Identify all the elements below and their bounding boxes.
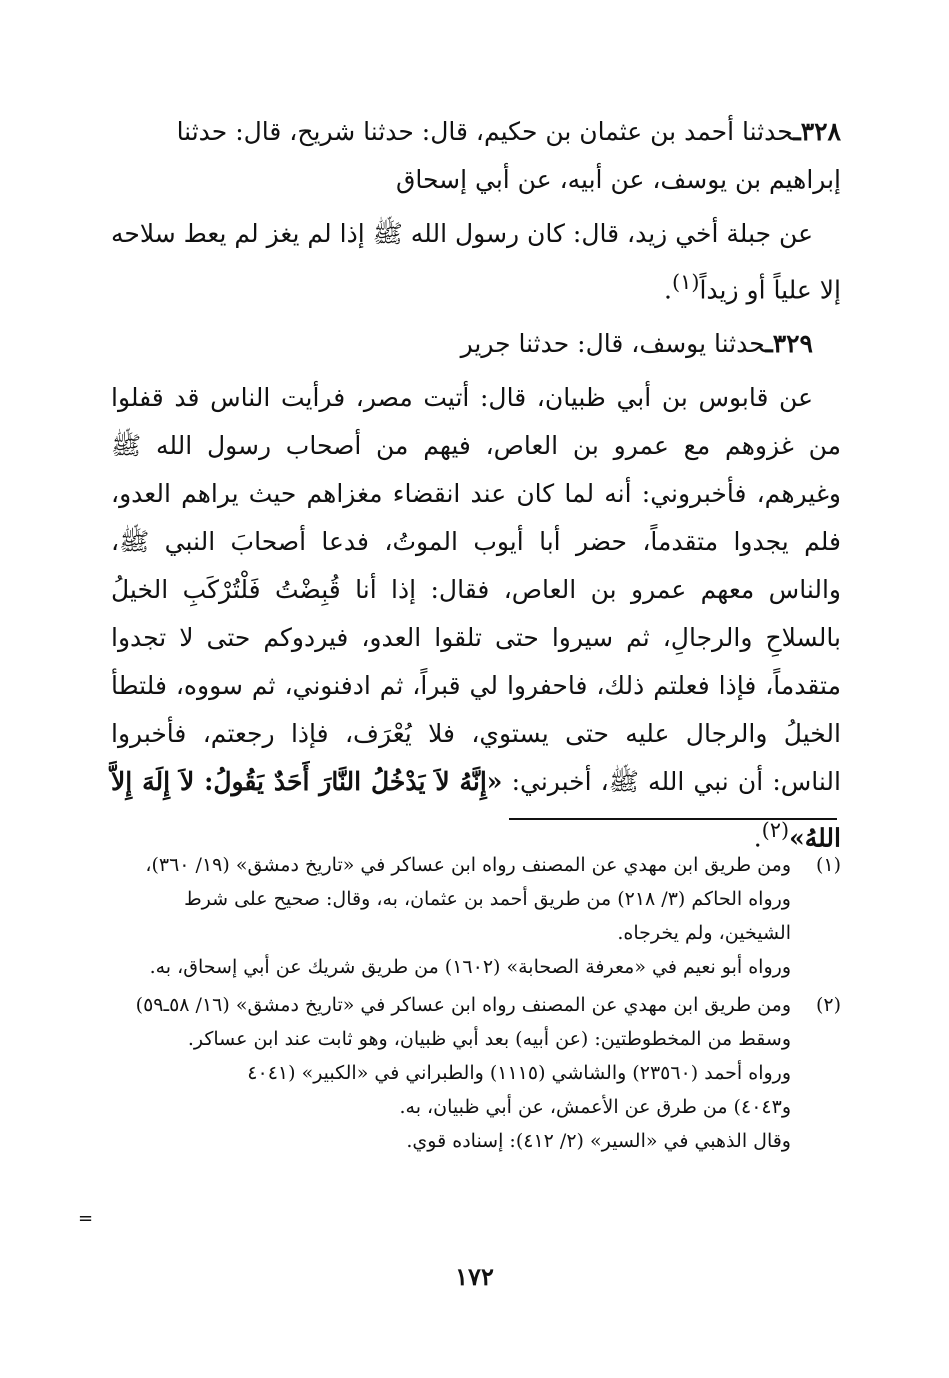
main-text — [111, 108, 841, 863]
footnote-1-line2: ورواه الحاكم (٣/ ٢١٨) من طريق أحمد بن عثمان، به، وقال: صحيح على شرط — [184, 888, 791, 910]
footnote-2-line1: ومن طريق ابن مهدي عن المصنف رواه ابن عساكر في «تاريخ دمشق» (١٦/ ٥٨ـ٥٩) — [135, 994, 791, 1016]
footnote-2-mark: (٢) — [815, 994, 841, 1016]
hadith-329-matn-text: عن قابوس بن أبي ظبيان، قال: أتيت مصر، فرأيت الناس قد قفلوا من غزوهم مع عمرو بن العاص، فيهم من أصحاب رسول الله ﷺ وغيرهم، فأخبروني: أنه لما كان عند انقضاء مغزاهم حيث يراهم العدو، فلم يجدوا متقدماً، حضر أبا أيوب الموتُ، فدعا أصحابَ النبي ﷺ، والناس معهم عمرو بن العاص، فقال: إذا أنا قُبِضْتُ فَلْتُرْكَبِ الخيلُ بالسلاحِ والرجالِ، ثم سيروا حتى تلقوا العدو، فيردوكم حتى لا تجدوا متقدماً، فإذا فعلتم ذلك، فاحفروا لي قبراً، ثم ادفنوني، ثم سووه، فلتطأ الخيلُ والرجال عليه حتى يستوي، فلا يُعْرَف، فإذا رجعتم، فأخبروا الناس: أن نبي الله ﷺ، أخبرني: — [111, 383, 841, 797]
footnote-ref-2[interactable]: (٢) — [761, 818, 790, 843]
footnote-1-extra: ورواه أبو نعيم في «معرفة الصحابة» (١٦٠٢) من طريق شريك عن أبي إسحاق، به. — [149, 956, 791, 978]
hadith-328-end: . — [664, 275, 672, 305]
footnote-1-line1: ومن طريق ابن مهدي عن المصنف رواه ابن عساكر في «تاريخ دمشق» (١٩/ ٣٦٠)، — [145, 854, 791, 876]
hadith-328-number: ٣٢٨ـ — [793, 117, 841, 146]
footnote-2-line2: وسقط من المخطوطتين: (عن أبيه) بعد أبي ظبيان، وهو ثابت عند ابن عساكر. — [187, 1028, 791, 1050]
hadith-328-matn — [111, 210, 841, 314]
footnotes — [111, 848, 841, 1158]
hadith-328-isnad — [111, 108, 841, 156]
hadith-328-isnad-line1: حدثنا أحمد بن عثمان بن حكيم، قال: حدثنا شريح، قال: حدثنا — [176, 117, 794, 146]
hadith-329-matn — [111, 374, 841, 862]
footnote-separator — [509, 818, 837, 820]
footnote-2-extra2: و٤٠٤٣) من طرق عن الأعمش، عن أبي ظبيان، به. — [399, 1096, 791, 1118]
page-number: ١٧٢ — [455, 1262, 494, 1291]
footnote-2-extra3: وقال الذهبي في «السير» (٢/ ٤١٢): إسناده قوي. — [406, 1130, 791, 1152]
hadith-329-isnad-text: حدثنا يوسف، قال: حدثنا جرير — [460, 329, 766, 359]
hadith-328-isnad-line2: إبراهيم بن يوسف، عن أبيه، عن أبي إسحاق — [396, 165, 841, 194]
hadith-329-number: ٣٢٩ـ — [765, 329, 813, 359]
hadith-329-quote: «إِنَّهُ لاَ يَدْخُلُ النَّارَ أَحَدٌ يَقُولُ: لاَ إِلَهَ إِلاَّ اللهُ» — [111, 767, 841, 853]
footnote-1-mark: (١) — [815, 854, 841, 876]
footnote-2 — [111, 988, 841, 1056]
footnote-1 — [111, 848, 841, 950]
footnote-2-extra1: ورواه أحمد (٢٣٥٦٠) والشاشي (١١١٥) والطبراني في «الكبير» (٤٠٤١ — [247, 1062, 791, 1084]
footnote-1-line3: الشيخين، ولم يخرجاه. — [617, 922, 791, 944]
hadith-328-matn-text: عن جبلة أخي زيد، قال: كان رسول الله ﷺ إذا لم يغز لم يعط سلاحه إلا علياً أو زيداً — [111, 219, 841, 305]
hadith-328-isnad-cont — [111, 156, 841, 204]
hadith-329-end: . — [753, 823, 762, 853]
hadith-329-isnad — [111, 320, 841, 368]
stray-mark: = — [78, 1208, 94, 1229]
footnote-ref-1[interactable]: (١) — [672, 270, 700, 294]
